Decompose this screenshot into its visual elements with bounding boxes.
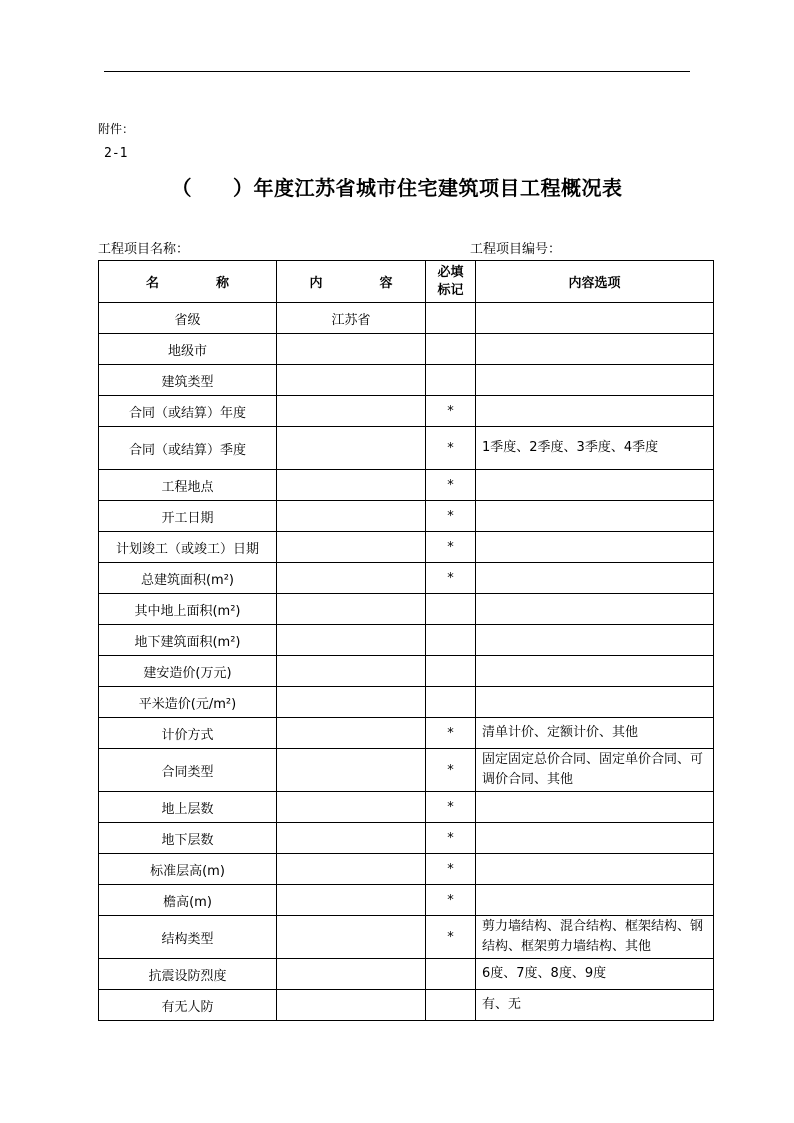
row-required-mark: *: [426, 792, 476, 823]
row-name-cell: 合同（或结算）年度: [99, 396, 277, 427]
table-row: [99, 687, 714, 718]
row-required-mark: *: [426, 532, 476, 563]
row-name-cell: 工程地点: [99, 470, 277, 501]
row-content-cell[interactable]: [277, 563, 426, 594]
row-name-cell: 计价方式: [99, 718, 277, 749]
row-required-mark: [426, 625, 476, 656]
row-content-cell[interactable]: [277, 749, 426, 792]
row-options-cell: [476, 396, 714, 427]
table-header-row: [99, 261, 714, 303]
row-required-mark: [426, 990, 476, 1021]
row-name-cell: 抗震设防烈度: [99, 959, 277, 990]
row-options-cell: [476, 625, 714, 656]
table-row: [99, 656, 714, 687]
header-options: 内容选项: [476, 261, 714, 303]
row-content-cell[interactable]: [277, 334, 426, 365]
header-name: 名 称: [99, 261, 277, 303]
table-row: [99, 823, 714, 854]
row-options-cell: [476, 532, 714, 563]
row-options-cell: 1季度、2季度、3季度、4季度: [476, 427, 714, 470]
table-row: [99, 594, 714, 625]
row-required-mark: *: [426, 916, 476, 959]
row-required-mark: [426, 594, 476, 625]
row-content-cell[interactable]: [277, 854, 426, 885]
attachment-label: 附件：: [98, 122, 135, 136]
header-content: 内 容: [277, 261, 426, 303]
row-options-cell: [476, 501, 714, 532]
row-name-cell: 有无人防: [99, 990, 277, 1021]
row-content-cell[interactable]: [277, 427, 426, 470]
row-options-cell: [476, 334, 714, 365]
row-required-mark: *: [426, 427, 476, 470]
row-required-mark: [426, 365, 476, 396]
table-row: [99, 749, 714, 792]
row-content-cell[interactable]: [277, 470, 426, 501]
table-row: [99, 501, 714, 532]
row-name-cell: 结构类型: [99, 916, 277, 959]
row-name-cell: 地下层数: [99, 823, 277, 854]
row-options-cell: [476, 470, 714, 501]
row-required-mark: *: [426, 854, 476, 885]
row-required-mark: [426, 656, 476, 687]
row-name-cell: 檐高(m): [99, 885, 277, 916]
table-row: [99, 334, 714, 365]
page-title: （ ）年度江苏省城市住宅建筑项目工程概况表: [171, 176, 623, 200]
row-content-cell[interactable]: [277, 656, 426, 687]
row-content-cell[interactable]: [277, 365, 426, 396]
table-row: [99, 916, 714, 959]
header-required-mark: 必填 标记: [426, 261, 476, 303]
row-name-cell: 合同类型: [99, 749, 277, 792]
row-required-mark: [426, 334, 476, 365]
table-row: [99, 396, 714, 427]
table-row: [99, 303, 714, 334]
table-row: [99, 470, 714, 501]
row-content-cell[interactable]: [277, 792, 426, 823]
table-row: [99, 625, 714, 656]
row-name-cell: 建安造价(万元): [99, 656, 277, 687]
row-content-cell[interactable]: [277, 916, 426, 959]
row-content-cell[interactable]: [277, 687, 426, 718]
project-overview-table: [98, 260, 714, 1021]
row-options-cell: 有、无: [476, 990, 714, 1021]
row-options-cell: [476, 823, 714, 854]
table-row: [99, 563, 714, 594]
row-name-cell: 其中地上面积(m²): [99, 594, 277, 625]
row-required-mark: *: [426, 718, 476, 749]
row-content-cell[interactable]: [277, 885, 426, 916]
table-body: [99, 303, 714, 1021]
row-options-cell: [476, 365, 714, 396]
table-row: [99, 959, 714, 990]
row-options-cell: 固定固定总价合同、固定单价合同、可调价合同、其他: [476, 749, 714, 792]
row-name-cell: 地级市: [99, 334, 277, 365]
row-required-mark: *: [426, 470, 476, 501]
row-options-cell: 清单计价、定额计价、其他: [476, 718, 714, 749]
row-content-cell[interactable]: [277, 625, 426, 656]
table-row: [99, 854, 714, 885]
row-content-cell[interactable]: [277, 990, 426, 1021]
row-options-cell: 6度、7度、8度、9度: [476, 959, 714, 990]
table-row: [99, 365, 714, 396]
row-options-cell: [476, 563, 714, 594]
row-name-cell: 建筑类型: [99, 365, 277, 396]
row-options-cell: [476, 792, 714, 823]
row-name-cell: 合同（或结算）季度: [99, 427, 277, 470]
row-name-cell: 计划竣工（或竣工）日期: [99, 532, 277, 563]
table-row: [99, 427, 714, 470]
row-name-cell: 省级: [99, 303, 277, 334]
project-code-label: 工程项目编号：: [470, 242, 562, 257]
row-options-cell: [476, 885, 714, 916]
row-options-cell: [476, 656, 714, 687]
row-required-mark: *: [426, 501, 476, 532]
project-name-label: 工程项目名称：: [98, 242, 190, 257]
row-required-mark: *: [426, 885, 476, 916]
row-content-cell[interactable]: [277, 501, 426, 532]
table-row: [99, 792, 714, 823]
row-options-cell: [476, 594, 714, 625]
row-name-cell: 地上层数: [99, 792, 277, 823]
row-name-cell: 标准层高(m): [99, 854, 277, 885]
row-required-mark: *: [426, 749, 476, 792]
row-required-mark: *: [426, 823, 476, 854]
row-content-cell[interactable]: 江苏省: [277, 303, 426, 334]
table-row: [99, 990, 714, 1021]
table-row: [99, 532, 714, 563]
row-options-cell: [476, 303, 714, 334]
row-name-cell: 平米造价(元/m²): [99, 687, 277, 718]
row-required-mark: *: [426, 563, 476, 594]
table-row: [99, 885, 714, 916]
row-content-cell[interactable]: [277, 823, 426, 854]
header-rule: [104, 71, 690, 72]
row-options-cell: 剪力墙结构、混合结构、框架结构、钢结构、框架剪力墙结构、其他: [476, 916, 714, 959]
row-name-cell: 开工日期: [99, 501, 277, 532]
row-required-mark: [426, 303, 476, 334]
row-name-cell: 总建筑面积(m²): [99, 563, 277, 594]
row-content-cell[interactable]: [277, 718, 426, 749]
row-options-cell: [476, 854, 714, 885]
form-code: 2-1: [104, 146, 128, 161]
row-content-cell[interactable]: [277, 594, 426, 625]
row-content-cell[interactable]: [277, 959, 426, 990]
row-options-cell: [476, 687, 714, 718]
row-name-cell: 地下建筑面积(m²): [99, 625, 277, 656]
row-required-mark: [426, 959, 476, 990]
table-row: [99, 718, 714, 749]
row-content-cell[interactable]: [277, 396, 426, 427]
row-required-mark: *: [426, 396, 476, 427]
row-content-cell[interactable]: [277, 532, 426, 563]
row-required-mark: [426, 687, 476, 718]
